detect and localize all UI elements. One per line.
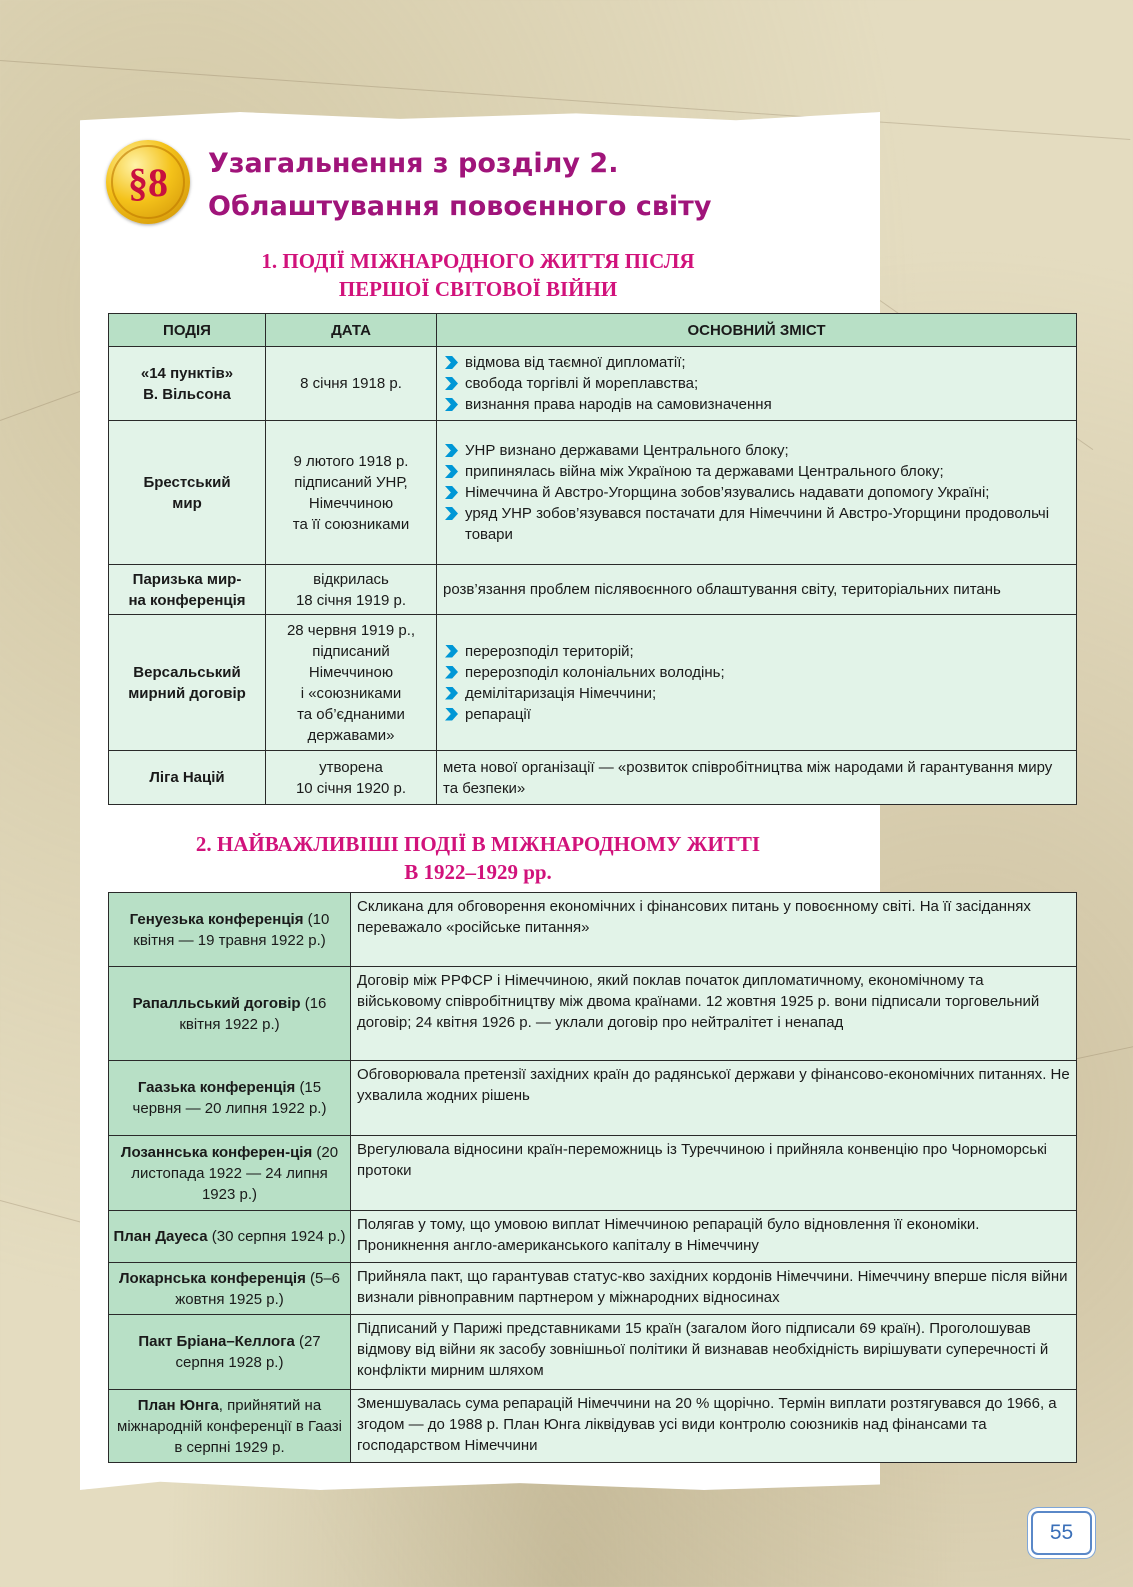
event-line: мирний договір [128,684,246,702]
description-cell: Врегулювала відносини країн-переможниць із Туреччиною і прийняла конвенцію про Чорноморські протоки [351,1136,1077,1211]
arrow-bullet-icon [445,465,458,478]
table-row [109,1315,1077,1390]
date-line: відкрилась [313,570,389,588]
bullet-text: Німеччина й Австро-Угорщина зобов’язувались надавати допомогу Україні; [465,484,990,501]
bullet-list [443,352,1070,415]
section1-title-line2: ПЕРШОЇ СВІТОВОЇ ВІЙНИ [338,277,618,301]
arrow-bullet-icon [445,444,458,457]
description-cell: Договір між РРФСР і Німеччиною, який поклав початок дипломатичному, економічному та військовому співробітництву між двома країнами. 12 жовтня 1925 р. вони підписали торговельний договір; 24 квітня 1926 р. — уклали договір про нейтралітет і ненапад [351,967,1077,1061]
events-table [108,313,1077,805]
arrow-bullet-icon [445,398,458,411]
content-cell [437,565,1077,615]
bullet-text: демілітаризація Німеччини; [465,684,657,702]
event-cell [109,615,266,751]
date-line: 28 червня 1919 р., [286,621,416,639]
table-row [109,347,1077,421]
table-row [109,1211,1077,1263]
date-line: і «союзниками [300,684,402,702]
section1-title [108,247,848,303]
event-line: Версальський [133,663,241,681]
event-line: Ліга Націй [149,769,225,786]
event-line: на конференція [128,591,246,609]
events-table-header [109,314,1077,347]
event-name: План Дауеса [113,1228,208,1245]
event-line: Паризька мир- [132,570,242,588]
description-cell: Підписаний у Парижі представниками 15 країн (загалом його підписали 69 країн). Проголошував відмову від війни як засобу зовнішньої політики й визнавав необхідність вирішувати суперечності й конфлікти мирним шляхом [351,1315,1077,1390]
chapter-title [208,142,711,228]
date-line: 8 січня 1918 р. [300,375,402,392]
event-name: Лозаннська конферен-ція [120,1143,313,1161]
date-cell [266,347,437,421]
content-text: мета нової організації — «розвиток співробітництва між народами й гарантування миру та безпеки» [443,758,1053,797]
bullet-item [443,641,1070,662]
arrow-bullet-icon [445,486,458,499]
bullet-text: УНР визнано державами Центрального блоку; [465,442,789,459]
arrow-bullet-icon [445,645,458,658]
bullet-item [443,704,1070,725]
event-label-cell [109,1390,351,1463]
description-cell: Прийняла пакт, що гарантував статус-кво західних кордонів Німеччини. Німеччину вперше після війни визнали рівноправним партнером у міжнародних відносинах [351,1263,1077,1315]
bullet-item [443,352,1070,373]
event-date: (30 серпня 1924 р.) [211,1228,346,1245]
section2-title [108,830,848,886]
date-line: Німеччиною [308,663,394,681]
column-header-content: ОСНОВНИЙ ЗМІСТ [437,314,1077,347]
bullet-text: свобода торгівлі й мореплавства; [465,375,699,392]
date-cell [266,421,437,565]
date-line: підписаний [312,642,390,660]
date-line: та об’єднаними [297,705,405,723]
table-row [109,967,1077,1061]
content-cell [437,421,1077,565]
event-label-cell [109,967,351,1061]
bullet-item [443,394,1070,415]
section2-title-line2: В 1922–1929 рр. [404,860,552,884]
date-line: державами» [307,726,395,744]
event-date: (20 листопада 1922 — 24 липня 1923 р.) [131,1143,339,1203]
table-row [109,615,1077,751]
bullet-item [443,662,1070,683]
date-line: та її союзниками [292,515,410,533]
table-row [109,1136,1077,1211]
table-row [109,565,1077,615]
bullet-item [443,440,1070,461]
bullet-list [443,440,1070,545]
chapter-title-line2: Облаштування повоєнного світу [208,191,712,222]
date-line: підписаний УНР, [294,473,408,491]
arrow-bullet-icon [445,666,458,679]
event-date: (15 червня — 20 липня 1922 р.) [132,1079,327,1117]
content-cell [437,751,1077,805]
bullet-text: припинялась війна між Україною та державами Центрального блоку; [465,463,944,480]
date-cell [266,565,437,615]
description-cell: Обговорювала претензії західних країн до радянської держави у фінансово-економічних питаннях. Не ухвалила жодних рішень [351,1061,1077,1136]
date-line: утворена [319,758,383,776]
bullet-text: перерозподіл колоніальних володінь; [465,663,725,681]
date-line: Німеччиною [308,494,394,512]
column-header-date: ДАТА [266,314,437,347]
bullet-text: відмова від таємної дипломатії; [465,354,686,371]
event-date: (5–6 жовтня 1925 р.) [175,1269,341,1308]
description-cell: Полягав у тому, що умовою виплат Німеччиною репарацій було відновлення її економіки. Проникнення англо-американського капіталу в Німеччину [351,1211,1077,1263]
event-label-cell [109,1061,351,1136]
event-name: Пакт Бріана–Келлога [138,1333,295,1350]
bullet-list [443,641,1070,725]
event-name: Рапалльський договір [132,994,301,1012]
event-line: «14 пунктів» [140,364,234,382]
content-cell [437,615,1077,751]
event-cell [109,565,266,615]
bullet-item [443,373,1070,394]
bullet-item [443,461,1070,482]
column-header-event: ПОДІЯ [109,314,266,347]
map-line [0,1200,87,1224]
event-line: Брестський [143,473,231,491]
events-1922-1929-table [108,892,1077,1463]
page-number: 55 [1031,1511,1092,1555]
table-row [109,751,1077,805]
table-row [109,421,1077,565]
bullet-item [443,482,1070,503]
paragraph-badge: §8 [111,145,185,219]
table-row [109,1061,1077,1136]
date-cell [266,615,437,751]
event-date: (16 квітня 1922 р.) [179,994,327,1033]
event-label-cell [109,1263,351,1315]
event-name: Гаазька конференція [137,1079,296,1096]
chapter-title-line1: Узагальнення з розділу 2. [208,148,619,179]
table-row [109,893,1077,967]
date-line: 10 січня 1920 р. [295,779,407,797]
arrow-bullet-icon [445,708,458,721]
event-label-cell [109,1211,351,1263]
event-date: (10 квітня — 19 травня 1922 р.) [133,910,330,949]
content-text: розв’язання проблем післявоєнного облаштування світу, територіальних питань [443,581,1001,598]
event-date: , прийнятий на міжнародній конференції в Гаазі в серпні 1929 р. [117,1396,342,1456]
bullet-item [443,503,1070,545]
table-row [109,1390,1077,1463]
event-label-cell [109,1315,351,1390]
date-line: 9 лютого 1918 р. [293,452,409,470]
content-cell [437,347,1077,421]
event-name: Генуезька конференція [129,910,304,928]
date-line: 18 січня 1919 р. [295,591,407,609]
table-row [109,1263,1077,1315]
event-label-cell [109,893,351,967]
bullet-text: уряд УНР зобов’язувався постачати для Німеччини й Австро-Угорщини продовольчі товари [465,505,1050,543]
date-cell [266,751,437,805]
description-cell: Зменшувалась сума репарацій Німеччини на 20 % щорічно. Термін виплати розтягувався до 1966, а згодом — до 1988 р. План Юнга ліквідував усі види контролю союзників над фінансами та господарством Німеччини [351,1390,1077,1463]
arrow-bullet-icon [445,507,458,520]
event-name: План Юнга [137,1396,219,1414]
event-cell [109,751,266,805]
gold-seal-icon [106,140,190,224]
arrow-bullet-icon [445,377,458,390]
arrow-bullet-icon [445,687,458,700]
bullet-item [443,683,1070,704]
arrow-bullet-icon [445,356,458,369]
event-cell [109,347,266,421]
bullet-text: перерозподіл територій; [465,642,634,660]
event-line: В. Вільсона [143,385,231,403]
event-line: мир [172,494,202,512]
event-label-cell [109,1136,351,1211]
bullet-text: визнання права народів на самовизначення [465,396,772,413]
event-date: (27 серпня 1928 р.) [175,1333,321,1371]
section2-title-line1: 2. НАЙВАЖЛИВІШІ ПОДІЇ В МІЖНАРОДНОМУ ЖИТТІ [195,832,761,856]
description-cell: Скликана для обговорення економічних і фінансових питань у повоєнному світі. На її засіданнях переважало «російське питання» [351,893,1077,967]
bullet-text: репарації [465,705,531,723]
event-name: Локарнська конференція [118,1269,306,1287]
section1-title-line1: 1. ПОДІЇ МІЖНАРОДНОГО ЖИТТЯ ПІСЛЯ [261,249,695,273]
event-cell [109,421,266,565]
